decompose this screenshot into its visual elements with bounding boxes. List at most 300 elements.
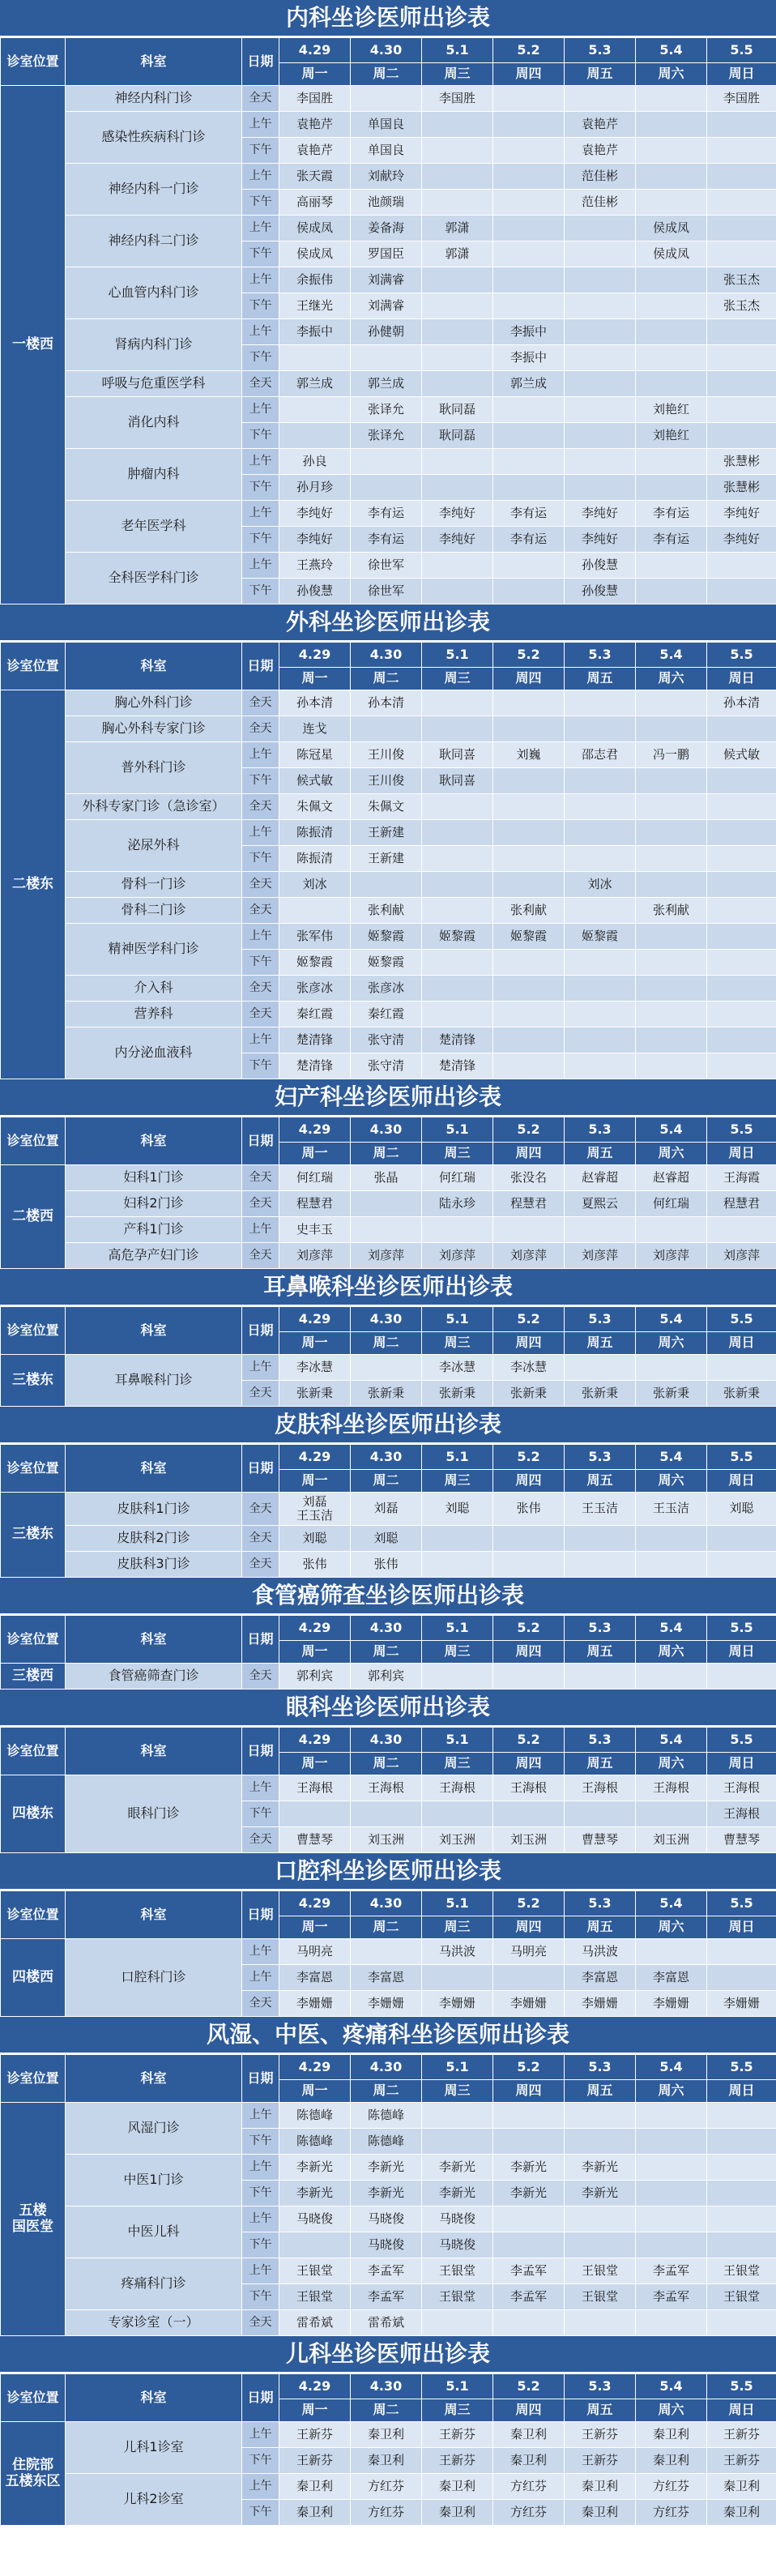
doctor-cell <box>565 1027 636 1053</box>
doctor-cell <box>636 267 707 293</box>
doctor-cell <box>636 345 707 371</box>
table-row <box>1 501 776 527</box>
doctor-cell <box>707 1939 776 1965</box>
doctor-cell: 王海根 <box>636 1775 707 1801</box>
table-row <box>1 267 776 293</box>
doctor-cell <box>565 2206 636 2232</box>
doctor-cell <box>422 2310 493 2336</box>
doctor-cell: 陆永珍 <box>422 1191 493 1217</box>
header-date-value: 4.30 <box>351 1728 422 1753</box>
doctor-cell <box>493 2310 565 2336</box>
department-cell: 妇科2门诊 <box>66 1191 242 1217</box>
header-weekday: 周三 <box>422 1641 493 1664</box>
doctor-cell: 王川俊 <box>351 742 422 768</box>
doctor-cell: 刘聪 <box>422 1493 493 1526</box>
doctor-cell: 王新芬 <box>422 2422 493 2448</box>
doctor-cell: 郭兰成 <box>351 371 422 397</box>
doctor-cell <box>707 190 776 216</box>
doctor-cell <box>493 872 565 898</box>
doctor-cell <box>493 2103 565 2129</box>
time-slot-cell: 全天 <box>242 86 279 112</box>
header-date-value: 4.29 <box>279 1117 351 1143</box>
doctor-cell <box>351 1355 422 1381</box>
doctor-cell <box>707 716 776 742</box>
table-row <box>1 820 776 846</box>
doctor-cell <box>707 241 776 267</box>
doctor-cell <box>707 319 776 345</box>
time-slot-cell: 全天 <box>242 1191 279 1217</box>
header-date-value: 5.1 <box>422 2055 493 2080</box>
doctor-cell <box>565 397 636 423</box>
header-weekday: 周日 <box>707 1916 776 1939</box>
header-row <box>1 1117 776 1143</box>
doctor-cell <box>707 2232 776 2258</box>
time-slot-cell: 上午 <box>242 2422 279 2448</box>
doctor-cell: 李振中 <box>279 319 351 345</box>
doctor-cell <box>565 1002 636 1027</box>
header-weekday: 周六 <box>636 1641 707 1664</box>
doctor-cell: 刘彦萍 <box>422 1243 493 1269</box>
doctor-cell: 李国胜 <box>279 86 351 112</box>
doctor-cell: 方红芬 <box>493 2474 565 2500</box>
doctor-cell <box>636 449 707 475</box>
doctor-cell <box>493 1002 565 1027</box>
header-weekday: 周六 <box>636 63 707 86</box>
doctor-cell <box>279 1801 351 1827</box>
doctor-cell <box>351 872 422 898</box>
doctor-cell <box>565 898 636 924</box>
doctor-cell: 李富恩 <box>636 1965 707 1991</box>
doctor-cell <box>493 423 565 449</box>
header-location: 诊室位置 <box>1 38 66 86</box>
header-weekday: 周四 <box>493 2080 565 2103</box>
doctor-cell: 楚清锋 <box>279 1027 351 1053</box>
doctor-cell: 李富恩 <box>351 1965 422 1991</box>
doctor-cell: 耿同磊 <box>422 423 493 449</box>
doctor-cell: 陈德峰 <box>351 2103 422 2129</box>
header-date: 日期 <box>242 2055 279 2103</box>
time-slot-cell: 下午 <box>242 1053 279 1079</box>
doctor-cell: 刘磊 <box>351 1493 422 1526</box>
table-row <box>1 164 776 190</box>
doctor-cell <box>707 794 776 820</box>
doctor-cell <box>707 1027 776 1053</box>
header-date-value: 5.4 <box>636 2055 707 2080</box>
doctor-cell: 雷希斌 <box>351 2310 422 2336</box>
doctor-cell: 耿同喜 <box>422 742 493 768</box>
time-slot-cell: 上午 <box>242 1939 279 1965</box>
doctor-cell <box>636 846 707 872</box>
location-cell: 四楼东 <box>1 1775 66 1853</box>
doctor-cell <box>636 2103 707 2129</box>
header-date-value: 5.2 <box>493 1445 565 1470</box>
doctor-cell: 李新光 <box>493 2181 565 2206</box>
header-weekday: 周四 <box>493 63 565 86</box>
schedule-table <box>0 2054 776 2336</box>
doctor-cell <box>493 449 565 475</box>
doctor-cell <box>565 371 636 397</box>
doctor-cell: 秦卫利 <box>707 2500 776 2526</box>
time-slot-cell: 上午 <box>242 1217 279 1243</box>
time-slot-cell: 下午 <box>242 2284 279 2310</box>
doctor-cell: 李姗姗 <box>565 1991 636 2017</box>
header-date-value: 5.3 <box>565 1616 636 1641</box>
department-cell: 介入科 <box>66 976 242 1002</box>
table-row <box>1 553 776 579</box>
doctor-cell: 李新光 <box>351 2155 422 2181</box>
time-slot-cell: 下午 <box>242 2500 279 2526</box>
doctor-cell <box>707 924 776 950</box>
doctor-cell <box>565 690 636 716</box>
doctor-cell: 张利献 <box>493 898 565 924</box>
time-slot-cell: 下午 <box>242 2232 279 2258</box>
doctor-cell: 王新芬 <box>565 2422 636 2448</box>
doctor-cell: 王玉洁 <box>636 1493 707 1526</box>
department-cell: 普外科门诊 <box>66 742 242 794</box>
table-row <box>1 1775 776 1801</box>
doctor-cell: 马晓俊 <box>351 2232 422 2258</box>
doctor-cell <box>636 1002 707 1027</box>
header-weekday: 周五 <box>565 1641 636 1664</box>
doctor-cell: 罗国臣 <box>351 241 422 267</box>
time-slot-cell: 下午 <box>242 345 279 371</box>
doctor-cell: 夏熙云 <box>565 1191 636 1217</box>
doctor-cell: 张新秉 <box>351 1381 422 1407</box>
table-row <box>1 1526 776 1552</box>
table-row <box>1 742 776 768</box>
doctor-cell: 刘彦萍 <box>279 1243 351 1269</box>
doctor-cell <box>422 164 493 190</box>
doctor-cell <box>707 397 776 423</box>
doctor-cell <box>636 164 707 190</box>
doctor-cell: 李姗姗 <box>351 1991 422 2017</box>
doctor-cell <box>565 1552 636 1578</box>
header-department: 科室 <box>66 1891 242 1939</box>
time-slot-cell: 上午 <box>242 501 279 527</box>
header-date: 日期 <box>242 1891 279 1939</box>
header-weekday: 周二 <box>351 1470 422 1493</box>
doctor-cell <box>493 768 565 794</box>
time-slot-cell: 上午 <box>242 553 279 579</box>
doctor-cell <box>636 2129 707 2155</box>
doctor-cell: 孙俊慧 <box>565 553 636 579</box>
doctor-cell: 郭兰成 <box>279 371 351 397</box>
time-slot-cell: 下午 <box>242 2181 279 2206</box>
section-title: 风湿、中医、疼痛科坐诊医师出诊表 <box>0 2017 776 2054</box>
header-date-value: 5.4 <box>636 1616 707 1641</box>
doctor-cell: 刘满睿 <box>351 293 422 319</box>
doctor-cell <box>493 397 565 423</box>
doctor-cell: 姬黎霞 <box>422 924 493 950</box>
department-cell: 眼科门诊 <box>66 1775 242 1853</box>
header-date-value: 5.5 <box>707 1616 776 1641</box>
doctor-cell: 马明亮 <box>279 1939 351 1965</box>
doctor-cell <box>707 846 776 872</box>
doctor-cell <box>707 820 776 846</box>
doctor-cell: 李新光 <box>279 2181 351 2206</box>
header-department: 科室 <box>66 1117 242 1165</box>
header-weekday: 周日 <box>707 2080 776 2103</box>
doctor-cell: 王燕玲 <box>279 553 351 579</box>
header-location: 诊室位置 <box>1 1728 66 1775</box>
doctor-cell <box>707 2206 776 2232</box>
schedule-section <box>0 1853 776 2017</box>
doctor-cell <box>493 293 565 319</box>
department-cell: 泌尿外科 <box>66 820 242 872</box>
department-cell: 口腔科门诊 <box>66 1939 242 2017</box>
header-weekday: 周四 <box>493 1143 565 1165</box>
department-cell: 肿瘤内科 <box>66 449 242 501</box>
doctor-cell <box>493 2129 565 2155</box>
header-date-value: 5.3 <box>565 1445 636 1470</box>
table-row <box>1 1165 776 1191</box>
header-department: 科室 <box>66 38 242 86</box>
header-weekday: 周四 <box>493 1332 565 1355</box>
doctor-cell: 秦卫利 <box>279 2500 351 2526</box>
header-weekday: 周三 <box>422 63 493 86</box>
table-row <box>1 976 776 1002</box>
doctor-cell: 张新秉 <box>422 1381 493 1407</box>
doctor-cell: 李孟军 <box>351 2258 422 2284</box>
time-slot-cell: 全天 <box>242 1381 279 1407</box>
doctor-cell: 王银堂 <box>422 2284 493 2310</box>
doctor-cell <box>565 1801 636 1827</box>
doctor-cell: 张新秉 <box>493 1381 565 1407</box>
header-date-value: 5.4 <box>636 1445 707 1470</box>
department-cell: 妇科1门诊 <box>66 1165 242 1191</box>
time-slot-cell: 上午 <box>242 742 279 768</box>
time-slot-cell: 下午 <box>242 423 279 449</box>
doctor-cell <box>422 1965 493 1991</box>
header-row <box>1 1891 776 1916</box>
header-location: 诊室位置 <box>1 1616 66 1664</box>
header-weekday: 周二 <box>351 2080 422 2103</box>
department-cell: 耳鼻喉科门诊 <box>66 1355 242 1407</box>
doctor-cell <box>351 449 422 475</box>
table-row <box>1 216 776 241</box>
doctor-cell <box>707 138 776 164</box>
doctor-cell <box>636 768 707 794</box>
header-date-value: 5.1 <box>422 1307 493 1332</box>
header-date-value: 5.2 <box>493 1307 565 1332</box>
header-weekday: 周一 <box>279 1470 351 1493</box>
doctor-cell <box>707 112 776 138</box>
doctor-cell: 冯一鹏 <box>636 742 707 768</box>
location-cell: 三楼东 <box>1 1355 66 1407</box>
doctor-cell: 刘冰 <box>565 872 636 898</box>
doctor-cell: 刘玉洲 <box>493 1827 565 1853</box>
doctor-cell: 秦卫利 <box>351 2448 422 2474</box>
doctor-cell <box>351 1191 422 1217</box>
department-cell: 外科专家门诊（急诊室） <box>66 794 242 820</box>
doctor-cell: 王新建 <box>351 820 422 846</box>
doctor-cell <box>565 768 636 794</box>
header-date-value: 5.1 <box>422 38 493 63</box>
doctor-cell: 张新秉 <box>636 1381 707 1407</box>
doctor-cell: 李新光 <box>565 2181 636 2206</box>
doctor-cell: 李有运 <box>636 501 707 527</box>
doctor-cell: 陈振清 <box>279 846 351 872</box>
doctor-cell: 郭利宾 <box>351 1664 422 1690</box>
doctor-cell: 方红芬 <box>493 2500 565 2526</box>
time-slot-cell: 全天 <box>242 976 279 1002</box>
doctor-cell: 雷希斌 <box>279 2310 351 2336</box>
department-cell: 神经内科二门诊 <box>66 216 242 267</box>
header-weekday: 周二 <box>351 1332 422 1355</box>
doctor-cell <box>422 1552 493 1578</box>
doctor-cell <box>565 1526 636 1552</box>
doctor-cell <box>636 475 707 501</box>
header-weekday: 周日 <box>707 1332 776 1355</box>
doctor-cell <box>493 794 565 820</box>
doctor-cell <box>636 950 707 976</box>
doctor-cell <box>636 112 707 138</box>
location-cell: 五楼 国医堂 <box>1 2103 66 2336</box>
header-row <box>1 1616 776 1641</box>
doctor-cell: 徐世军 <box>351 553 422 579</box>
doctor-cell: 史丰玉 <box>279 1217 351 1243</box>
location-cell: 住院部 五楼东区 <box>1 2422 66 2526</box>
doctor-cell: 王新芬 <box>707 2448 776 2474</box>
doctor-cell: 郭潇 <box>422 216 493 241</box>
time-slot-cell: 全天 <box>242 1002 279 1027</box>
table-row <box>1 371 776 397</box>
header-weekday: 周六 <box>636 1470 707 1493</box>
doctor-cell <box>351 1801 422 1827</box>
doctor-cell <box>636 579 707 604</box>
doctor-cell: 王海根 <box>707 1775 776 1801</box>
doctor-cell: 李纯好 <box>707 501 776 527</box>
location-cell: 一楼西 <box>1 86 66 604</box>
doctor-cell: 马晓俊 <box>422 2206 493 2232</box>
department-cell: 儿科2诊室 <box>66 2474 242 2526</box>
doctor-cell <box>636 924 707 950</box>
department-cell: 全科医学科门诊 <box>66 553 242 604</box>
doctor-cell: 刘满睿 <box>351 267 422 293</box>
doctor-cell <box>707 164 776 190</box>
location-cell: 二楼东 <box>1 690 66 1079</box>
table-row <box>1 397 776 423</box>
doctor-cell <box>493 112 565 138</box>
header-location: 诊室位置 <box>1 1117 66 1165</box>
doctor-cell <box>636 2155 707 2181</box>
header-weekday: 周二 <box>351 1641 422 1664</box>
header-location: 诊室位置 <box>1 1891 66 1939</box>
header-date-value: 5.4 <box>636 1307 707 1332</box>
header-weekday: 周二 <box>351 668 422 690</box>
location-cell: 二楼西 <box>1 1165 66 1269</box>
doctor-cell <box>493 138 565 164</box>
time-slot-cell: 上午 <box>242 164 279 190</box>
doctor-cell <box>493 86 565 112</box>
header-weekday: 周二 <box>351 2399 422 2422</box>
doctor-cell: 秦卫利 <box>707 2474 776 2500</box>
header-weekday: 周三 <box>422 1332 493 1355</box>
header-weekday: 周六 <box>636 1916 707 1939</box>
header-weekday: 周六 <box>636 2399 707 2422</box>
doctor-cell: 张慧彬 <box>707 475 776 501</box>
doctor-cell <box>636 319 707 345</box>
doctor-cell: 刘冰 <box>279 872 351 898</box>
header-date-value: 5.4 <box>636 643 707 668</box>
section-title: 皮肤科坐诊医师出诊表 <box>0 1407 776 1444</box>
schedule-table <box>0 1306 776 1407</box>
doctor-cell <box>565 2129 636 2155</box>
header-weekday: 周二 <box>351 1143 422 1165</box>
header-row <box>1 1445 776 1470</box>
header-weekday: 周三 <box>422 2080 493 2103</box>
doctor-cell <box>636 1053 707 1079</box>
doctor-cell: 刘聪 <box>351 1526 422 1552</box>
doctor-cell <box>636 553 707 579</box>
doctor-cell: 何红瑞 <box>422 1165 493 1191</box>
doctor-cell <box>565 86 636 112</box>
header-date-value: 5.1 <box>422 2374 493 2399</box>
header-date-value: 5.3 <box>565 2374 636 2399</box>
doctor-cell: 侯成凤 <box>279 216 351 241</box>
doctor-cell: 姬黎霞 <box>493 924 565 950</box>
doctor-cell <box>351 86 422 112</box>
doctor-cell: 陈德峰 <box>279 2129 351 2155</box>
header-date-value: 5.5 <box>707 1117 776 1143</box>
doctor-cell: 李纯好 <box>565 527 636 553</box>
doctor-cell <box>636 1526 707 1552</box>
time-slot-cell: 全天 <box>242 1664 279 1690</box>
doctor-cell: 李国胜 <box>422 86 493 112</box>
department-cell: 骨科一门诊 <box>66 872 242 898</box>
doctor-cell <box>707 2310 776 2336</box>
time-slot-cell: 全天 <box>242 1165 279 1191</box>
header-date-value: 5.1 <box>422 1891 493 1916</box>
doctor-cell <box>636 716 707 742</box>
doctor-cell: 刘聪 <box>279 1526 351 1552</box>
header-date-value: 5.4 <box>636 1728 707 1753</box>
header-date-value: 5.4 <box>636 2374 707 2399</box>
schedule-section <box>0 1269 776 1407</box>
department-cell: 骨科二门诊 <box>66 898 242 924</box>
time-slot-cell: 上午 <box>242 267 279 293</box>
table-row <box>1 872 776 898</box>
header-date-value: 5.5 <box>707 38 776 63</box>
header-weekday: 周一 <box>279 63 351 86</box>
doctor-cell: 曹慧琴 <box>565 1827 636 1853</box>
doctor-cell <box>351 716 422 742</box>
doctor-cell: 马洪波 <box>565 1939 636 1965</box>
header-row <box>1 643 776 668</box>
doctor-cell: 王银堂 <box>422 2258 493 2284</box>
doctor-cell: 刘玉洲 <box>422 1827 493 1853</box>
doctor-cell: 王银堂 <box>565 2258 636 2284</box>
time-slot-cell: 下午 <box>242 241 279 267</box>
schedule-section <box>0 1690 776 1853</box>
doctor-cell: 候式敏 <box>279 768 351 794</box>
table-row <box>1 1002 776 1027</box>
location-cell: 四楼西 <box>1 1939 66 2017</box>
doctor-cell <box>493 475 565 501</box>
department-cell: 疼痛科门诊 <box>66 2258 242 2310</box>
time-slot-cell: 全天 <box>242 1552 279 1578</box>
doctor-cell <box>707 976 776 1002</box>
doctor-cell: 郭潇 <box>422 241 493 267</box>
doctor-cell: 范佳彬 <box>565 164 636 190</box>
doctor-cell: 孙本清 <box>351 690 422 716</box>
doctor-cell <box>707 1526 776 1552</box>
doctor-cell: 郭利宾 <box>279 1664 351 1690</box>
doctor-cell: 王银堂 <box>565 2284 636 2310</box>
doctor-cell: 秦卫利 <box>565 2474 636 2500</box>
schedule-table <box>0 642 776 1079</box>
doctor-cell: 王海根 <box>279 1775 351 1801</box>
